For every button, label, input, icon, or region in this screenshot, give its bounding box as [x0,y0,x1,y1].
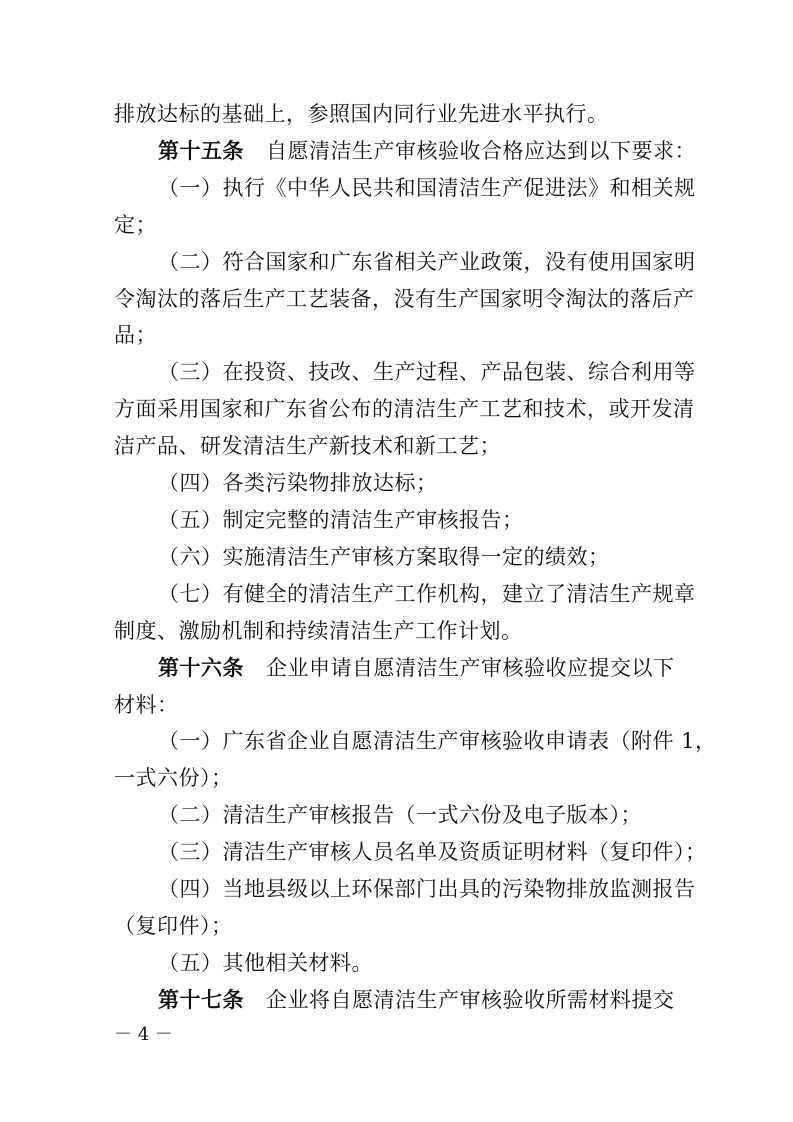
material-4-line-2: （复印件）； [114,913,233,938]
article-16-continuation: 材料： [114,692,179,717]
requirement-3-line-1: （三）在投资、技改、生产过程、产品包装、综合利用等 [158,360,696,385]
article-17-text: 企业将自愿清洁生产审核验收所需材料提交 [266,987,675,1012]
requirement-2-line-3: 品； [114,323,157,348]
document-body [114,96,717,1019]
requirement-4: （四）各类污染物排放达标； [158,471,438,496]
page-number: － 4 － [114,1024,173,1045]
material-5: （五）其他相关材料。 [158,950,373,975]
requirement-3-line-2: 方面采用国家和广东省公布的清洁生产工艺和技术，或开发清 [114,397,695,422]
text-line: 排放达标的基础上，参照国内同行业先进水平执行。 [114,102,609,126]
material-3: （三）清洁生产审核人员名单及资质证明材料（复印件）； [158,840,707,865]
requirement-6: （六）实施清洁生产审核方案取得一定的绩效； [158,544,610,569]
article-16 [114,650,680,687]
requirement-2-line-1: （二）符合国家和广东省相关产业政策，没有使用国家明 [158,249,696,274]
requirement-2-line-2: 令淘汰的落后生产工艺装备，没有生产国家明令淘汰的落后产 [114,286,695,311]
requirement-5: （五）制定完整的清洁生产审核报告； [158,507,524,532]
article-17 [114,982,680,1019]
requirement-3-line-3: 洁产品、研发清洁生产新技术和新工艺； [114,434,501,459]
material-1-line-2: 一式六份）； [114,766,233,791]
article-15 [114,133,696,170]
requirement-7-line-2: 制度、激励机制和持续清洁生产工作计划。 [114,618,523,643]
article-15-label: 第十五条 [158,138,244,163]
article-17-label: 第十七条 [158,987,244,1012]
requirement-1-line-1: （一）执行《中华人民共和国清洁生产促进法》和相关规 [158,175,696,200]
article-16-text: 企业申请自愿清洁生产审核验收应提交以下 [266,655,675,680]
material-1-line-1: （一）广东省企业自愿清洁生产审核验收申请表（附件 1， [158,729,717,754]
requirement-7-line-1: （七）有健全的清洁生产工作机构，建立了清洁生产规章 [158,581,696,606]
material-4-line-1: （四）当地县级以上环保部门出具的污染物排放监测报告 [158,877,696,902]
material-2: （二）清洁生产审核报告（一式六份及电子版本）； [158,803,642,828]
article-16-label: 第十六条 [158,655,244,680]
article-15-text: 自愿清洁生产审核验收合格应达到以下要求： [266,138,696,163]
requirement-1-line-2: 定； [114,212,157,237]
